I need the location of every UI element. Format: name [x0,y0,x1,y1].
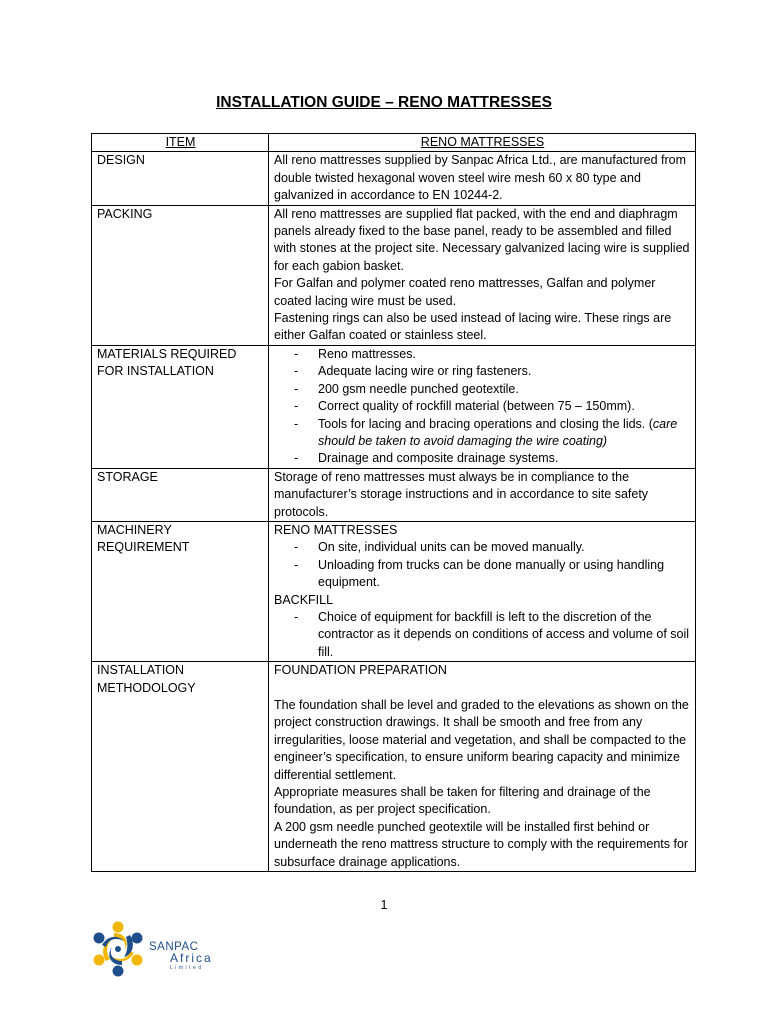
logo-word-africa: Africa [170,951,213,965]
installation-heading: FOUNDATION PREPARATION [274,663,447,678]
list-item: - Reno mattresses. [318,346,691,363]
table-row-installation [92,662,696,872]
packing-cell [269,205,696,345]
sanpac-africa-logo [90,914,220,984]
installation-cell [269,662,696,872]
machinery-reno-list [274,539,691,591]
design-text: All reno mattresses supplied by Sanpac Africa Ltd., are manufactured from double twisted hexagonal woven steel wire mesh 60 x 80 type and galvanized in accordance to EN 10244-2. [269,152,696,205]
row-label-installation: INSTALLATION METHODOLOGY [92,662,269,872]
installation-paragraph: The foundation shall be level and graded to the elevations as shown on the project construction drawings. It shall be smooth and free from any irregularities, loose material and vegetation, and shall be compacted to the engineer’s specification, to ensure uniform bearing capacity and minimize differential settlement. [274,697,689,782]
materials-list [274,346,691,468]
table-row-packing [92,205,696,345]
logo-emblem-icon [90,914,150,984]
header-reno-mattresses: RENO MATTRESSES [269,134,696,152]
page-number: 1 [380,898,388,912]
row-label-machinery: MACHINERY REQUIREMENT [92,521,269,661]
header-item: ITEM [92,134,269,152]
table-row-machinery [92,521,696,661]
storage-text: Storage of reno mattresses must always be in compliance to the manufacturer’s storage instructions and in accordance to site safety protocols. [269,468,696,521]
list-item: - Choice of equipment for backfill is left to the discretion of the contractor as it depends on conditions of access and volume of soil fill. [318,609,691,661]
list-item: - 200 gsm needle punched geotextile. [318,381,691,398]
tools-care-note: care should be taken to avoid damaging the wire coating) [318,416,678,448]
list-item: - Correct quality of rockfill material (between 75 – 150mm). [318,398,691,415]
machinery-heading-reno: RENO MATTRESSES [274,522,398,537]
logo-word-sanpac: SANPAC [149,941,199,953]
row-label-storage: STORAGE [92,468,269,521]
table-row-storage [92,468,696,521]
machinery-backfill-list [274,609,691,661]
machinery-heading-backfill: BACKFILL [274,592,334,607]
table-row-materials [92,345,696,468]
row-label-packing: PACKING [92,205,269,345]
machinery-cell [269,521,696,661]
packing-paragraph: For Galfan and polymer coated reno mattresses, Galfan and polymer coated lacing wire must be used. [274,276,656,308]
table-row-design [92,152,696,205]
table-header-row [92,134,696,152]
page-title: INSTALLATION GUIDE – RENO MATTRESSES [216,94,552,111]
tools-text: Tools for lacing and bracing operations and closing the lids. ( [318,416,653,431]
list-item: - On site, individual units can be moved manually. [318,539,691,556]
list-item-tools [318,416,691,451]
installation-paragraph: Appropriate measures shall be taken for filtering and drainage of the foundation, as per project specification. [274,785,651,817]
packing-paragraph: Fastening rings can also be used instead of lacing wire. These rings are either Galfan coated or stainless steel. [274,311,672,343]
list-item: - Adequate lacing wire or ring fasteners. [318,363,691,380]
installation-guide-table [91,133,696,872]
list-item: - Drainage and composite drainage systems. [318,450,691,467]
row-label-design: DESIGN [92,152,269,205]
logo-word-limited: Limited [170,965,204,971]
blank-line [274,680,691,697]
row-label-materials: MATERIALS REQUIRED FOR INSTALLATION [92,345,269,468]
list-item: - Unloading from trucks can be done manually or using handling equipment. [318,557,691,592]
installation-paragraph: A 200 gsm needle punched geotextile will be installed first behind or underneath the reno mattress structure to comply with the requirements for subsurface drainage applications. [274,819,689,869]
materials-cell [269,345,696,468]
packing-paragraph: All reno mattresses are supplied flat packed, with the end and diaphragm panels already fixed to the base panel, ready to be assembled and filled with stones at the project site. Necessary galvanized lacing wire is supplied for each gabion basket. [274,206,690,273]
